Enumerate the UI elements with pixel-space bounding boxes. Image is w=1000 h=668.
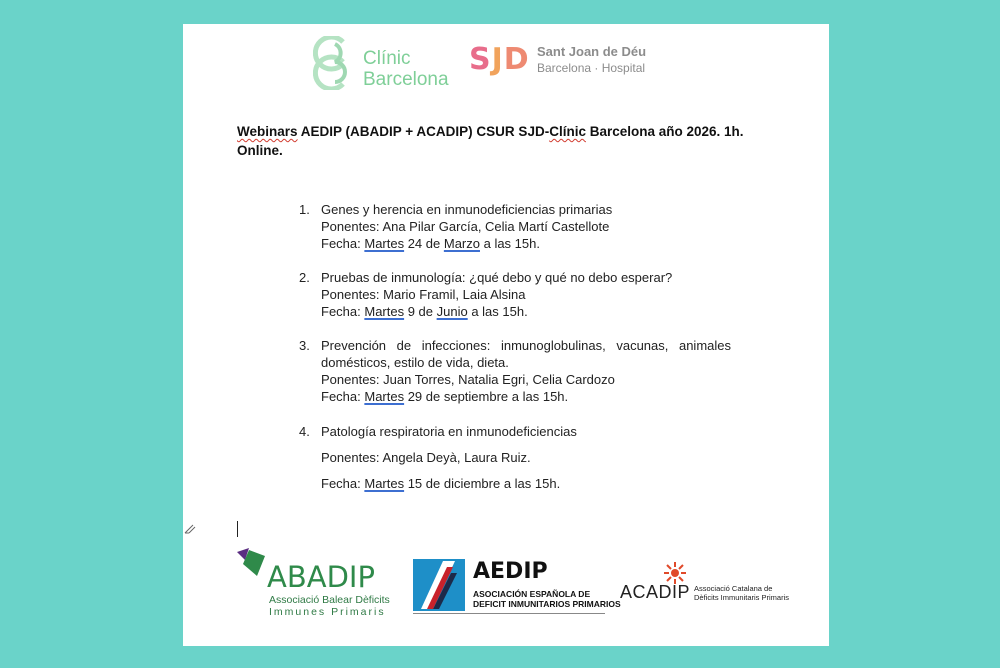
text-cursor [237, 521, 238, 537]
aedip-mark-icon [413, 559, 465, 611]
date-prefix: Fecha: [321, 476, 365, 491]
item-speakers: Ponentes: Juan Torres, Natalia Egri, Celia Cardozo [321, 372, 615, 387]
list-item [299, 337, 731, 405]
date-month: Marzo [443, 236, 480, 251]
date-day: Martes [364, 236, 405, 251]
item-topic: Pruebas de inmunología: ¿qué debo y qué no debo esperar? [321, 270, 673, 285]
item-date [321, 303, 731, 320]
aedip-wordmark: AEDIP [473, 559, 548, 584]
item-topic: Prevención de infecciones: inmunoglobulinas, vacunas, animales domésticos, estilo de vida, dieta. [321, 338, 731, 370]
clinic-barcelona-logo [313, 36, 463, 94]
item-date [321, 475, 731, 492]
aedip-stripes-icon [413, 559, 465, 611]
clinic-wordmark [363, 48, 449, 90]
date-mid: 9 de [404, 304, 437, 319]
date-prefix: Fecha: [321, 304, 365, 319]
list-number: 1. [299, 202, 310, 217]
list-number: 2. [299, 270, 310, 285]
aedip-logo [413, 559, 621, 615]
sjd-letter-j: J [491, 42, 504, 77]
acadip-logo [620, 562, 800, 610]
date-day: Martes [364, 389, 405, 404]
acadip-subtitle-1: Associació Catalana de [694, 584, 773, 593]
sjd-letter-s: S [469, 42, 492, 77]
abadip-logo [235, 548, 407, 620]
sjd-letter-d: D [503, 42, 530, 77]
sjd-logo [469, 40, 659, 80]
date-suffix: 29 de septiembre a las 15h. [404, 389, 569, 404]
date-prefix: Fecha: [321, 236, 365, 251]
aedip-divider [413, 613, 605, 614]
acadip-subtitle-2: Dèficits Immunitaris Primaris [694, 593, 790, 602]
title-part: AEDIP (ABADIP + ACADIP) CSUR SJD- [297, 124, 550, 139]
abadip-subtitle-2: Immunes Primaris [269, 606, 386, 618]
date-mid: 24 de [404, 236, 444, 251]
item-speakers: Ponentes: Angela Deyà, Laura Ruiz. [321, 450, 531, 465]
title-part-end: Barcelona año 2026. 1h. Online. [237, 124, 744, 158]
sjd-subtitle: Barcelona · Hospital [537, 61, 646, 75]
date-month: Junio [436, 304, 468, 319]
title-word-webinars: Webinars [237, 124, 298, 139]
sjd-letters [469, 42, 530, 77]
clinic-line2: Barcelona [363, 69, 449, 90]
sjd-name: Sant Joan de Déu [537, 44, 647, 59]
item-topic: Genes y herencia en inmunodeficiencias primarias [321, 202, 613, 217]
title-word-clinic: Clínic [549, 124, 586, 139]
date-day: Martes [364, 304, 405, 319]
document-page [183, 24, 829, 646]
abadip-subtitle-1: Associació Balear Dèficits [269, 594, 390, 606]
anchor-icon [183, 522, 197, 536]
list-item [299, 201, 731, 252]
list-number: 3. [299, 338, 310, 353]
item-speakers: Ponentes: Mario Framil, Laia Alsina [321, 287, 526, 302]
aedip-subtitle-2: DEFICIT INMUNITARIOS PRIMARIOS [473, 599, 621, 609]
list-number: 4. [299, 424, 310, 439]
document-title [237, 122, 777, 160]
clinic-line1: Clínic [363, 48, 411, 69]
acadip-wordmark: ACADIP [620, 582, 691, 602]
item-speakers: Ponentes: Ana Pilar García, Celia Martí Castellote [321, 219, 610, 234]
aedip-subtitle-1: ASOCIACIÓN ESPAÑOLA DE [473, 589, 591, 599]
date-prefix: Fecha: [321, 389, 365, 404]
date-suffix: a las 15h. [467, 304, 528, 319]
acadip-sun-icon [664, 562, 686, 584]
list-item [299, 423, 731, 492]
item-date [321, 388, 731, 405]
clinic-mark-icon [313, 36, 357, 90]
item-topic: Patología respiratoria en inmunodeficiencias [321, 424, 577, 439]
date-suffix: a las 15h. [479, 236, 540, 251]
date-day: Martes [364, 476, 405, 491]
list-item [299, 269, 731, 320]
date-suffix: 15 de diciembre a las 15h. [404, 476, 561, 491]
abadip-wordmark: ABADIP [267, 560, 375, 594]
item-date [321, 235, 731, 252]
